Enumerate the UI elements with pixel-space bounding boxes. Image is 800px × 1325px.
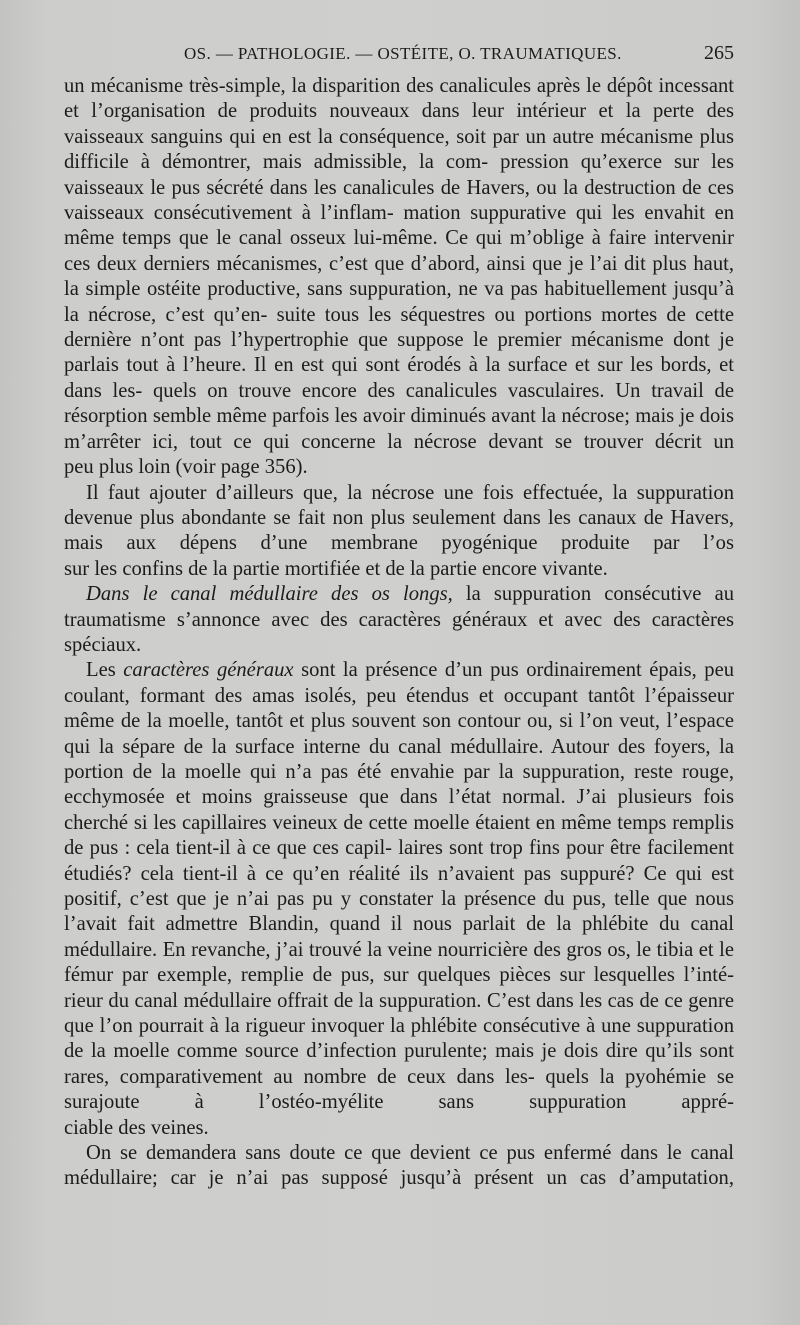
text-line: lui-même. Ce qui m’oblige à faire intervenir ces deux derniers mécanismes, [64,227,734,275]
text-line: On se demandera sans doute ce que devient ce pus enfermé dans le canal [86,1142,734,1165]
text-line: normal. J’ai plusieurs fois cherché si les capillaires veineux de cette moelle [64,786,734,834]
text-line: quels la pyohémie se surajoute à l’ostéo-myélite sans suppuration appré- [64,1065,734,1114]
italic-lead: caractères généraux [123,659,294,682]
paragraph [64,74,734,455]
page-header [64,44,734,72]
text-line: l’épaisseur même de la moelle, tantôt et plus souvent son contour ou, si [64,684,734,733]
text-line: autre mécanisme plus difficile à démontrer, mais admissible, la com- [64,125,734,174]
paragraph [64,1141,734,1192]
paragraph-last-line [64,455,734,480]
text-line: peu coulant, formant des amas isolés, peu étendus et occupant tantôt [64,659,734,707]
text-line: l’hypertrophie que suppose le premier mécanisme dont je parlais tout à [64,329,735,377]
text-line: réalité ils n’avaient pas suppuré? Ce qui est positif, c’est que je n’ai pas [64,862,734,910]
text-line: étaient en même temps remplis de pus : cela tient-il à ce que ces capil- [64,811,734,860]
text-line: Havers, mais aux dépens d’une membrane pyogénique produite par l’os [64,506,734,555]
text-line: traumatisme s’annonce avec des caractères généraux et avec des caractères [64,608,734,631]
paragraph [64,582,734,633]
running-title: OS. — PATHOLOGIE. — OSTÉITE, O. TRAUMATIQUES. [184,44,622,63]
text-run: la suppuration consécutive au [452,583,735,606]
text-line: de Havers, ou la destruction de ces vaisseaux consécutivement à l’inflam- [64,176,734,225]
text-line: mation suppurative qui les envahit en même temps que le canal osseux [64,202,735,250]
paragraph-last-line [64,1116,734,1141]
text-line: suite tous les séquestres ou portions mortes de cette dernière n’ont pas [64,303,734,352]
text-line: c’est que d’abord, ainsi que je l’ai dit plus haut, la simple ostéite productive, [64,252,734,301]
body-text [64,74,734,1192]
text-line: sans suppuration, ne va pas habituellement jusqu’à la nécrose, c’est qu’en- [64,278,734,326]
text-line: Autour des foyers, la portion de la moelle qui n’a pas été envahie par la [64,735,735,783]
text-line: m’arrêter ici, tout ce qui concerne la nécrose devant se trouver décrit un [64,430,734,453]
text-line: dois dire qu’ils sont rares, comparativement au nombre de ceux dans les- [64,1040,734,1088]
text-line: médullaire; car je n’ai pas supposé jusqu’à présent un cas d’amputation, [64,1167,734,1190]
paragraph [64,658,734,1115]
italic-lead: Dans le canal médullaire des os longs, [86,583,453,606]
text-line: l’on veut, l’espace qui la sépare de la surface interne du canal médullaire. [64,710,735,758]
text-line: la perte des vaisseaux sanguins qui en est la conséquence, soit par un [64,100,734,148]
text-line: Blandin, quand il nous parlait de la phlébite du canal médullaire. En [64,913,734,961]
text-run: sont la présence d’un pus ordinairement épais, [293,659,697,682]
text-line: ciable des veines. [64,1116,209,1139]
text-run: Les [86,659,124,682]
text-line: Il faut ajouter d’ailleurs que, la nécrose une fois effectuée, la suppuration [86,481,734,504]
paragraph-last-line [64,633,734,658]
page-number: 265 [704,42,734,64]
text-line: semble même parfois les avoir diminués avant la nécrose; mais je dois [152,405,734,428]
text-line: l’heure. Il en est qui sont érodés à la surface et sur les bords, et dans les- [64,354,734,402]
text-line: suppuration de la moelle comme source d’infection purulente; mais je [64,1015,734,1063]
text-line: sur les confins de la partie mortifiée et de la partie encore vivante. [64,557,608,580]
text-line: revanche, j’ai trouvé la veine nourricière des gros os, le tibia et le fémur [64,938,735,987]
paragraph-last-line [64,557,734,582]
text-line: rieur du canal médullaire offrait de la suppuration. C’est dans les cas de ce [64,989,683,1012]
text-line: pression qu’exerce sur les vaisseaux le pus sécrété dans les canalicules [64,151,734,199]
text-line: spéciaux. [64,633,142,656]
text-line: suppuration, reste rouge, ecchymosée et moins graisseuse que dans l’état [64,760,734,809]
text-line: laires sont trop fins pour être facilement étudiés? cela tient-il à ce qu’en [64,837,735,885]
text-line: quels on trouve encore des canalicules vasculaires. Un travail de résorption [64,379,734,428]
text-line: par exemple, remplie de pus, sur quelques pièces sur lesquelles l’inté- [122,964,734,987]
paragraph [64,481,734,557]
text-line: devenue plus abondante se fait non plus seulement dans les canaux de [64,506,664,529]
text-line: peu plus loin (voir page 356). [64,456,308,479]
text-line: pu y constater la présence du pus, telle que nous l’avait fait admettre [64,888,734,936]
text-line: genre que l’on pourrait à la rigueur invoquer la phlébite consécutive à une [64,989,734,1038]
text-line: incessant et l’organisation de produits nouveaux dans leur intérieur et [64,75,734,123]
text-line: un mécanisme très-simple, la disparition des canalicules après le dépôt [64,75,653,97]
